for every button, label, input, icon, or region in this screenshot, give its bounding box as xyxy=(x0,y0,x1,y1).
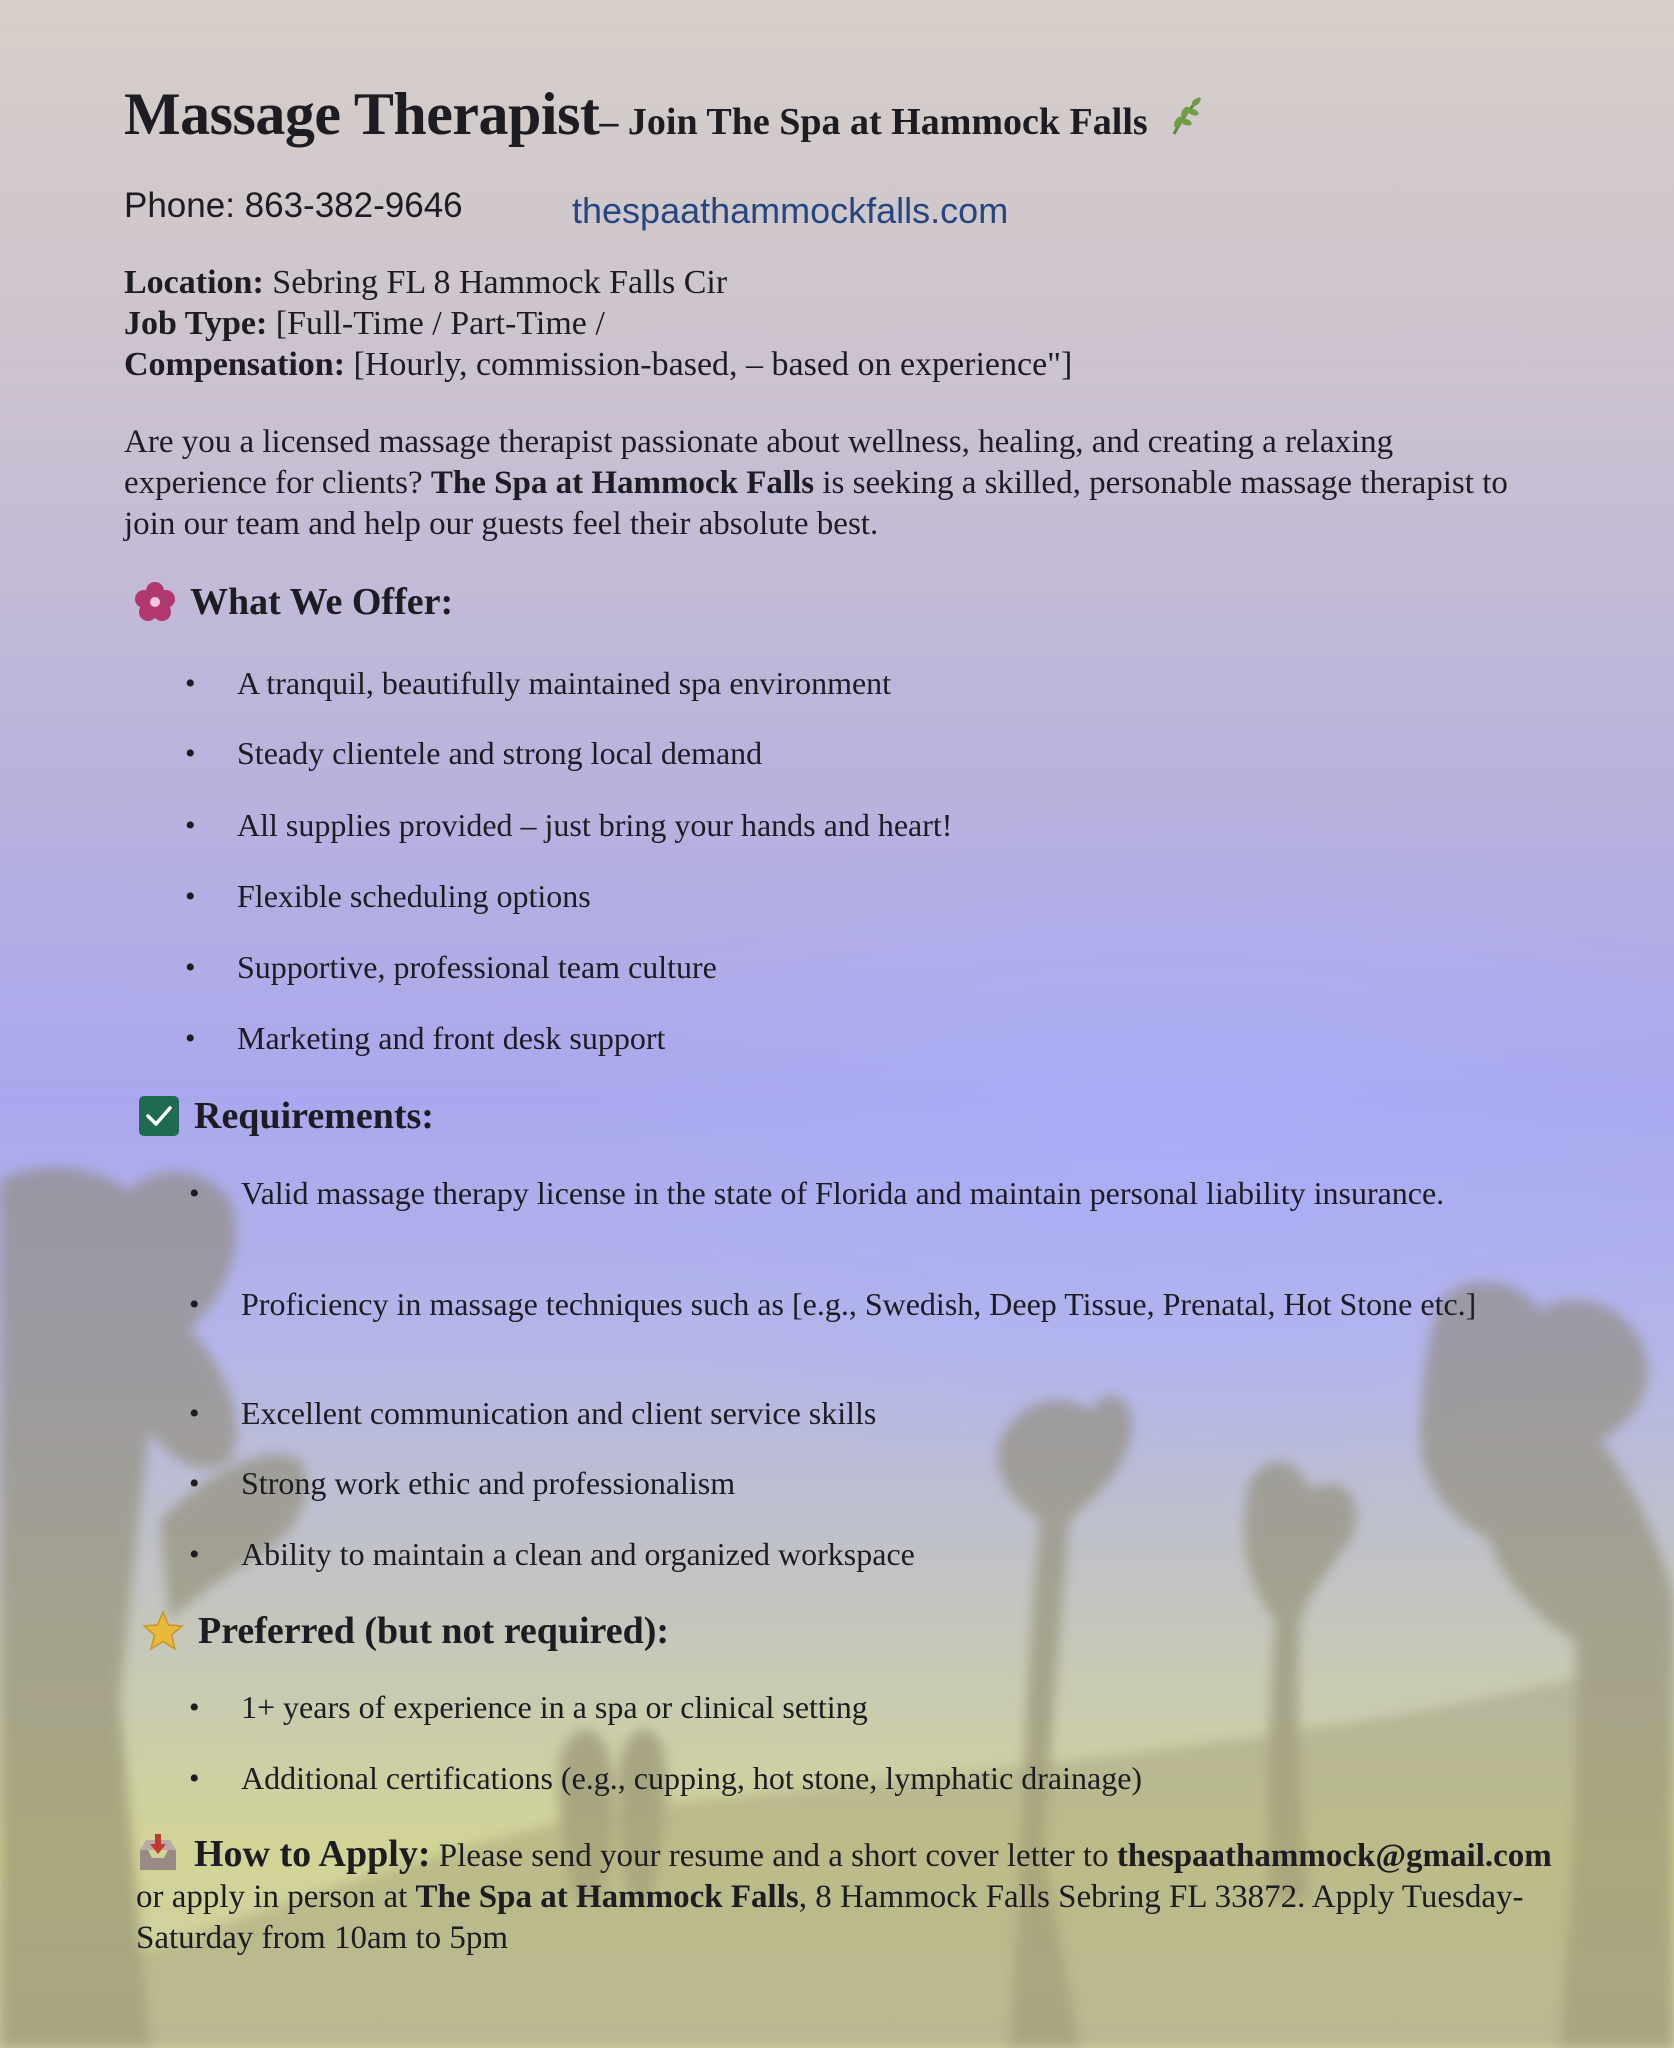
list-item: • A tranquil, beautifully maintained spa environment xyxy=(237,664,891,703)
preferred-heading-text: Preferred (but not required): xyxy=(198,1610,670,1652)
list-item: • Supportive, professional team culture xyxy=(237,948,717,987)
page-title xyxy=(124,80,1208,149)
list-item: • Marketing and front desk support xyxy=(237,1019,665,1058)
apply-text-1: Please send your resume and a short cover letter to xyxy=(430,1838,1117,1874)
location-line xyxy=(124,262,1072,303)
requirements-heading-text: Requirements: xyxy=(194,1095,434,1137)
star-icon xyxy=(142,1610,184,1652)
list-item: • Valid massage therapy license in the state of Florida and maintain personal liability insurance. xyxy=(241,1174,1481,1213)
job-type-line xyxy=(124,303,1072,344)
inbox-tray-icon xyxy=(136,1834,180,1872)
title-sub: – Join The Spa at Hammock Falls xyxy=(599,101,1148,143)
list-item: • Steady clientele and strong local demand xyxy=(237,734,762,773)
intro-part2: is seeking a skilled, personable massage therapist to join our team and help our guests feel their absolute best. xyxy=(124,465,1508,542)
compensation-label: Compensation: xyxy=(124,346,346,383)
list-item: • Excellent communication and client service skills xyxy=(241,1394,876,1433)
job-type-value: [Full-Time / Part-Time / xyxy=(267,305,605,342)
list-item: • 1+ years of experience in a spa or clinical setting xyxy=(241,1688,868,1727)
list-item: • Proficiency in massage techniques such as [e.g., Swedish, Deep Tissue, Prenatal, Hot Stone etc.] xyxy=(241,1285,1481,1324)
apply-email: thespaathammock@gmail.com xyxy=(1116,1838,1552,1874)
phone-number: Phone: 863-382-9646 xyxy=(124,186,463,225)
compensation-value: [Hourly, commission-based, – based on experience"] xyxy=(345,346,1073,383)
apply-heading: How to Apply: xyxy=(194,1833,431,1875)
location-label: Location: xyxy=(124,264,264,301)
intro-part1: Are you a licensed massage therapist passionate about wellness, healing, and creating a relaxing experience for clients? xyxy=(124,424,1394,501)
apply-paragraph xyxy=(136,1834,1556,1959)
list-item: • All supplies provided – just bring your hands and heart! xyxy=(237,806,952,845)
offer-heading-text: What We Offer: xyxy=(190,581,454,623)
list-item: • Strong work ethic and professionalism xyxy=(241,1464,735,1503)
website-link[interactable]: thespaathammockfalls.com xyxy=(572,190,1009,231)
apply-text-2: or apply in person at xyxy=(136,1879,416,1915)
list-item: • Additional certifications (e.g., cupping, hot stone, lymphatic drainage) xyxy=(241,1759,1142,1798)
list-item: • Ability to maintain a clean and organized workspace xyxy=(241,1535,915,1574)
checkbox-icon xyxy=(138,1095,180,1137)
location-value: Sebring FL 8 Hammock Falls Cir xyxy=(263,264,728,301)
job-type-label: Job Type: xyxy=(124,305,268,342)
flower-icon xyxy=(134,581,176,623)
offer-heading xyxy=(134,580,453,624)
title-main: Massage Therapist xyxy=(124,81,600,147)
apply-spa-name: The Spa at Hammock Falls xyxy=(415,1879,799,1915)
intro-paragraph xyxy=(124,422,1524,545)
preferred-heading xyxy=(142,1609,669,1653)
intro-spa-name: The Spa at Hammock Falls xyxy=(430,465,815,501)
list-item: • Flexible scheduling options xyxy=(237,877,591,916)
compensation-line xyxy=(124,344,1072,385)
job-details xyxy=(124,262,1072,385)
requirements-heading xyxy=(138,1094,434,1138)
apply-text-3: , 8 Hammock Falls Sebring FL 33872. Apply Tuesday-Saturday from 10am to 5pm xyxy=(136,1879,1524,1956)
leaf-icon xyxy=(1166,92,1208,138)
